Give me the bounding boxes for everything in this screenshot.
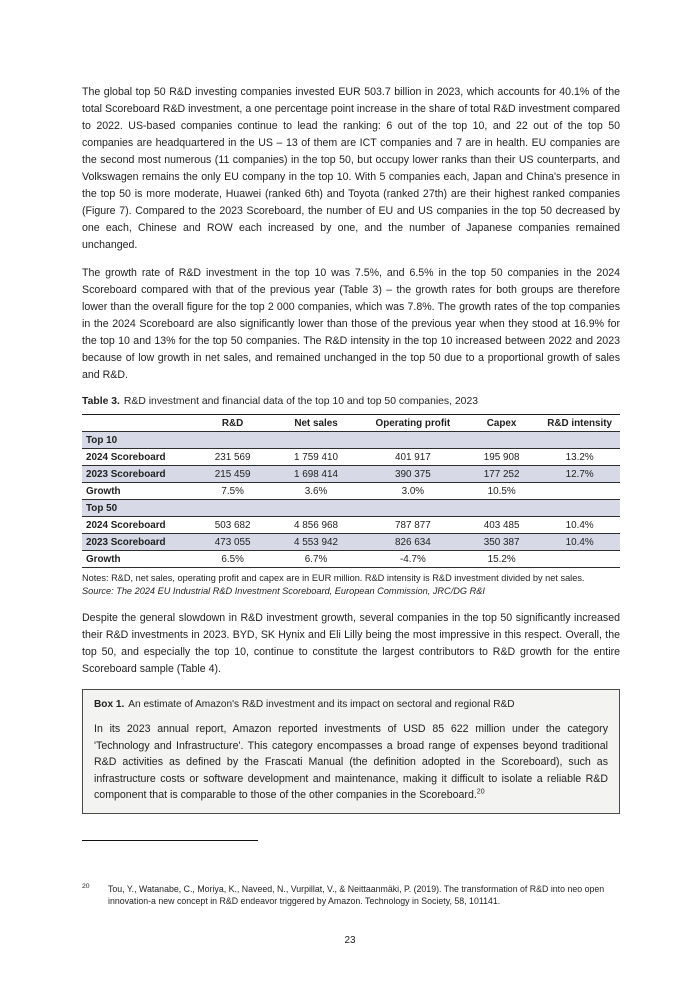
rd-investment-table xyxy=(82,414,620,568)
table-caption-label: Table 3. xyxy=(82,396,120,407)
footnote-separator-rule xyxy=(82,840,258,841)
box-title xyxy=(94,698,608,712)
table-cell: 4 856 968 xyxy=(294,519,338,531)
box-body xyxy=(94,721,608,804)
table-notes: Notes: R&D, net sales, operating profit and capex are in EUR million. R&D intensity is R&D investment divided by net sales. xyxy=(82,573,585,583)
footnote-text: Tou, Y., Watanabe, C., Moriya, K., Naveed, N., Vurpillat, V., & Neittaanmäki, P. (2019). The transformation of R&D into neo open innovation-a new concept in R&D endeavor triggered by Amazon. Technology in Society, 58, 101141. xyxy=(108,883,605,906)
row-label: 2023 Scoreboard xyxy=(86,468,166,480)
table-cell: 10.5% xyxy=(487,485,516,497)
table-cell: 826 634 xyxy=(394,536,431,548)
table-cell: 7.5% xyxy=(221,485,244,497)
table-cell: 6.5% xyxy=(221,553,244,565)
box-title-text: An estimate of Amazon's R&D investment and its impact on sectoral and regional R&D xyxy=(128,699,515,710)
row-label: 2023 Scoreboard xyxy=(86,536,166,548)
table-cell: 1 759 410 xyxy=(294,451,338,463)
table-cell: 10.4% xyxy=(565,519,594,531)
table-cell: 4 553 942 xyxy=(294,536,338,548)
table-cell: 6.7% xyxy=(304,553,328,565)
table-cell: 473 055 xyxy=(214,536,251,548)
table-cell: 3.6% xyxy=(304,485,328,497)
paragraph-growth-rates: The growth rate of R&D investment in the top 10 was 7.5%, and 6.5% in the top 50 companies in the 2024 Scoreboard compared with that of the previous year (Table 3) – the growth rates for both groups are therefore lower than the overall figure for the top 2 000 companies, which was 7.8%. The growth rates of the top companies in the 2024 Scoreboard are also significantly lower than those of the previous year when they stood at 16.9% for the top 10 and 13% for the top 50 companies. The R&D intensity in the top 10 increased between 2022 and 2023 because of low growth in net sales, and remained unchanged in the top 50 due to a proportional growth of sales and R&D. xyxy=(82,267,620,381)
column-header-net-sales: Net sales xyxy=(294,417,338,429)
footnote-marker: 20 xyxy=(82,882,90,890)
footnote-reference: 20 xyxy=(476,788,485,796)
table-cell: 401 917 xyxy=(394,451,431,463)
row-label: Growth xyxy=(86,553,121,565)
table-row-top10-growth xyxy=(82,483,620,500)
row-label: 2024 Scoreboard xyxy=(86,451,166,463)
section-header-top50: Top 50 xyxy=(82,500,620,517)
table-row-top10-2023 xyxy=(82,466,620,483)
table-cell: 12.7% xyxy=(565,468,594,480)
table-caption xyxy=(82,395,620,409)
table-cell xyxy=(539,551,620,568)
table-row-top50-2023 xyxy=(82,534,620,551)
box-body-text: In its 2023 annual report, Amazon reported investments of USD 85 622 million under the category 'Technology and Infrastructure'. This category encompasses a broad range of expenses beyond traditional R&D activities as defined by the Frascati Manual (the definition adopted in the Scoreboard), such as infrastructure costs or software development and maintenance, making it difficult to isolate a reliable R&D component that is comparable to those of the other companies in the Scoreboard. xyxy=(94,723,608,801)
column-header-capex: Capex xyxy=(486,417,517,429)
row-label: 2024 Scoreboard xyxy=(86,519,166,531)
table-cell: 403 485 xyxy=(483,519,520,531)
table-cell: 3.0% xyxy=(401,485,425,497)
table-cell: 215 459 xyxy=(214,468,251,480)
table-cell: 15.2% xyxy=(487,553,516,565)
table-cell: 13.2% xyxy=(565,451,594,463)
table-cell: 231 569 xyxy=(214,451,251,463)
section-header-top10: Top 10 xyxy=(82,432,620,449)
column-header-operating-profit: Operating profit xyxy=(375,417,451,429)
info-box-amazon xyxy=(82,689,620,814)
table-cell: 1 698 414 xyxy=(294,468,338,480)
table-row-top10-2024 xyxy=(82,449,620,466)
table-cell xyxy=(539,483,620,500)
column-header-rd: R&D xyxy=(221,417,244,429)
table-row-top50-growth xyxy=(82,551,620,568)
table-cell: 10.4% xyxy=(565,536,594,548)
table-caption-text: R&D investment and financial data of the top 10 and top 50 companies, 2023 xyxy=(123,396,479,407)
column-header-blank xyxy=(82,415,195,432)
paragraph-slowdown: Despite the general slowdown in R&D investment growth, several companies in the top 50 significantly increased their R&D investments in 2023. BYD, SK Hynix and Eli Lilly being the most impressive in this respect. Overall, the top 50, and especially the top 10, continue to constitute the largest contributors to R&D growth for the entire Scoreboard sample (Table 4). xyxy=(82,612,620,675)
table-cell: 195 908 xyxy=(483,451,520,463)
table-cell: 787 877 xyxy=(394,519,431,531)
paragraph-top50-overview: The global top 50 R&D investing companies invested EUR 503.7 billion in 2023, which accounts for 40.1% of the total Scoreboard R&D investment, a one percentage point increase in the share of total R&D investment compared to 2022. US-based companies continue to lead the ranking: 6 out of the top 10, and 22 out of the top 50 companies are headquartered in the US – 13 of them are ICT companies and 7 are in health. EU companies are the second most numerous (11 companies) in the top 50, but occupy lower ranks than their US counterparts, and Volkswagen remains the only EU company in the top 10. With 5 companies each, Japan and China's presence in the top 50 is more moderate, Huawei (ranked 6th) and Toyota (ranked 27th) are their highest ranked companies (Figure 7). Compared to the 2023 Scoreboard, the number of EU and US companies in the top 50 decreased by one each, Chinese and ROW each increased by one, and the number of Japanese companies remained unchanged. xyxy=(82,86,620,251)
table-cell: -4.7% xyxy=(399,553,426,565)
table-source: Source: The 2024 EU Industrial R&D Investment Scoreboard, European Commission, JRC/DG R&I xyxy=(82,585,485,596)
row-label: Growth xyxy=(86,485,121,497)
table-cell: 177 252 xyxy=(483,468,520,480)
page-content xyxy=(82,84,620,908)
box-title-label: Box 1. xyxy=(94,699,125,710)
table-cell: 503 682 xyxy=(214,519,251,531)
table-cell: 390 375 xyxy=(394,468,431,480)
table-header-row xyxy=(82,415,620,432)
column-header-rd-intensity: R&D intensity xyxy=(547,417,612,429)
page-number: 23 xyxy=(344,935,356,946)
table-cell: 350 387 xyxy=(483,536,520,548)
footnote xyxy=(82,883,620,908)
table-row-top50-2024 xyxy=(82,517,620,534)
